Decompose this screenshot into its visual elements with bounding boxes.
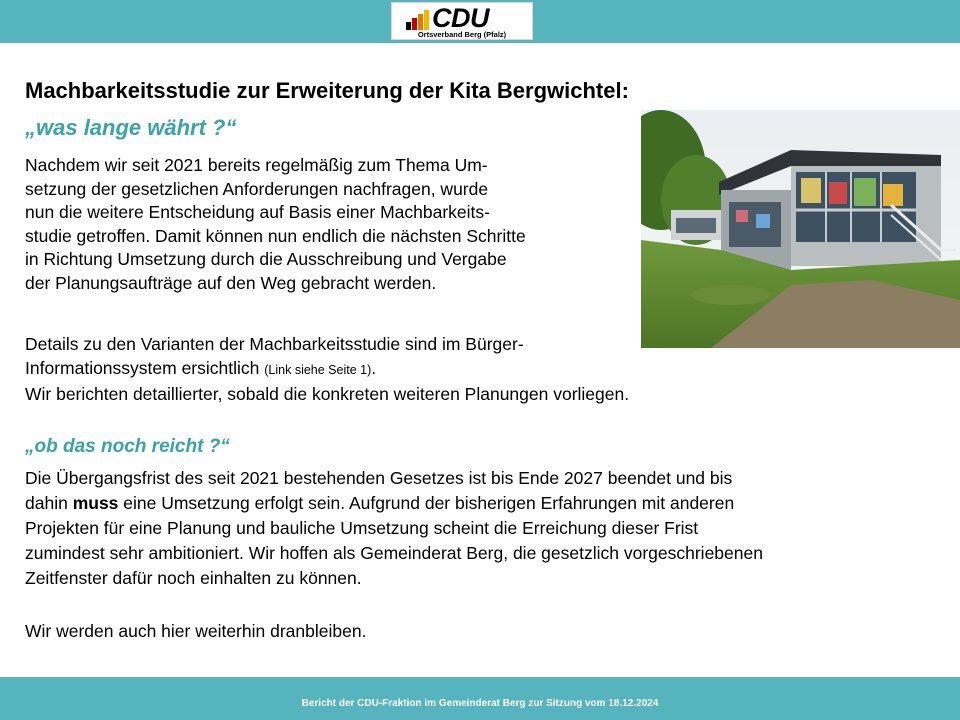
page-title: Machbarkeitsstudie zur Erweiterung der Kita Bergwichtel:: [25, 78, 629, 103]
cdu-logo: [391, 2, 533, 40]
para1-line: nun die weitere Entscheidung auf Basis einer Machbarkeits-: [25, 202, 490, 222]
para1-line: in Richtung Umsetzung durch die Ausschreibung und Vergabe: [25, 249, 507, 269]
para3-line: Zeitfenster dafür noch einhalten zu können.: [25, 568, 362, 588]
para1-line: Nachdem wir seit 2021 bereits regelmäßig zum Thema Um-: [25, 155, 488, 175]
logo-subtitle: Ortsverband Berg (Pfalz): [417, 30, 507, 39]
para2-text: Informationssystem ersichtlich: [25, 357, 265, 378]
link-reference: (Link siehe Seite 1): [264, 362, 372, 377]
logo-bars-icon: [406, 10, 430, 30]
para3-line: Die Übergangsfrist des seit 2021 bestehenden Gesetzes ist bis Ende 2027 beendet und bis: [25, 468, 733, 488]
section-heading-1: „was lange währt ?“: [25, 115, 237, 140]
para2-line: [25, 357, 376, 382]
para2-line: Details zu den Varianten der Machbarkeitsstudie sind im Bürger-: [25, 334, 524, 354]
logo-text: CDU: [432, 3, 489, 33]
para1-line: setzung der gesetzlichen Anforderungen nachfragen, wurde: [25, 178, 489, 199]
para3-text: dahin: [25, 493, 73, 513]
para3-line: zumindest sehr ambitioniert. Wir hoffen als Gemeinderat Berg, die gesetzlich vorgeschriebenen: [25, 543, 763, 563]
para1-line: studie getroffen. Damit können nun endlich die nächsten Schritte: [25, 225, 526, 246]
kita-building-photo: [641, 110, 960, 348]
para3-text: eine Umsetzung erfolgt sein. Aufgrund der bisherigen Erfahrungen mit anderen: [118, 493, 735, 513]
section-heading-2: „ob das noch reicht ?“: [25, 436, 230, 457]
para3-line: [25, 492, 734, 515]
closing-line: Wir werden auch hier weiterhin dranbleiben.: [25, 621, 367, 641]
emphasis-muss: muss: [72, 493, 119, 513]
footer-text: Bericht der CDU-Fraktion im Gemeinderat Berg zur Sitzung vom 18.12.2024: [301, 698, 659, 709]
para1-line: der Planungsaufträge auf den Weg gebracht werden.: [25, 272, 437, 293]
para3-line: Projekten für eine Planung und bauliche Umsetzung scheint die Erreichung dieser Frist: [25, 518, 699, 538]
para2-line: Wir berichten detaillierter, sobald die konkreten weiteren Planungen vorliegen.: [25, 384, 630, 404]
para2-end: .: [371, 357, 377, 378]
